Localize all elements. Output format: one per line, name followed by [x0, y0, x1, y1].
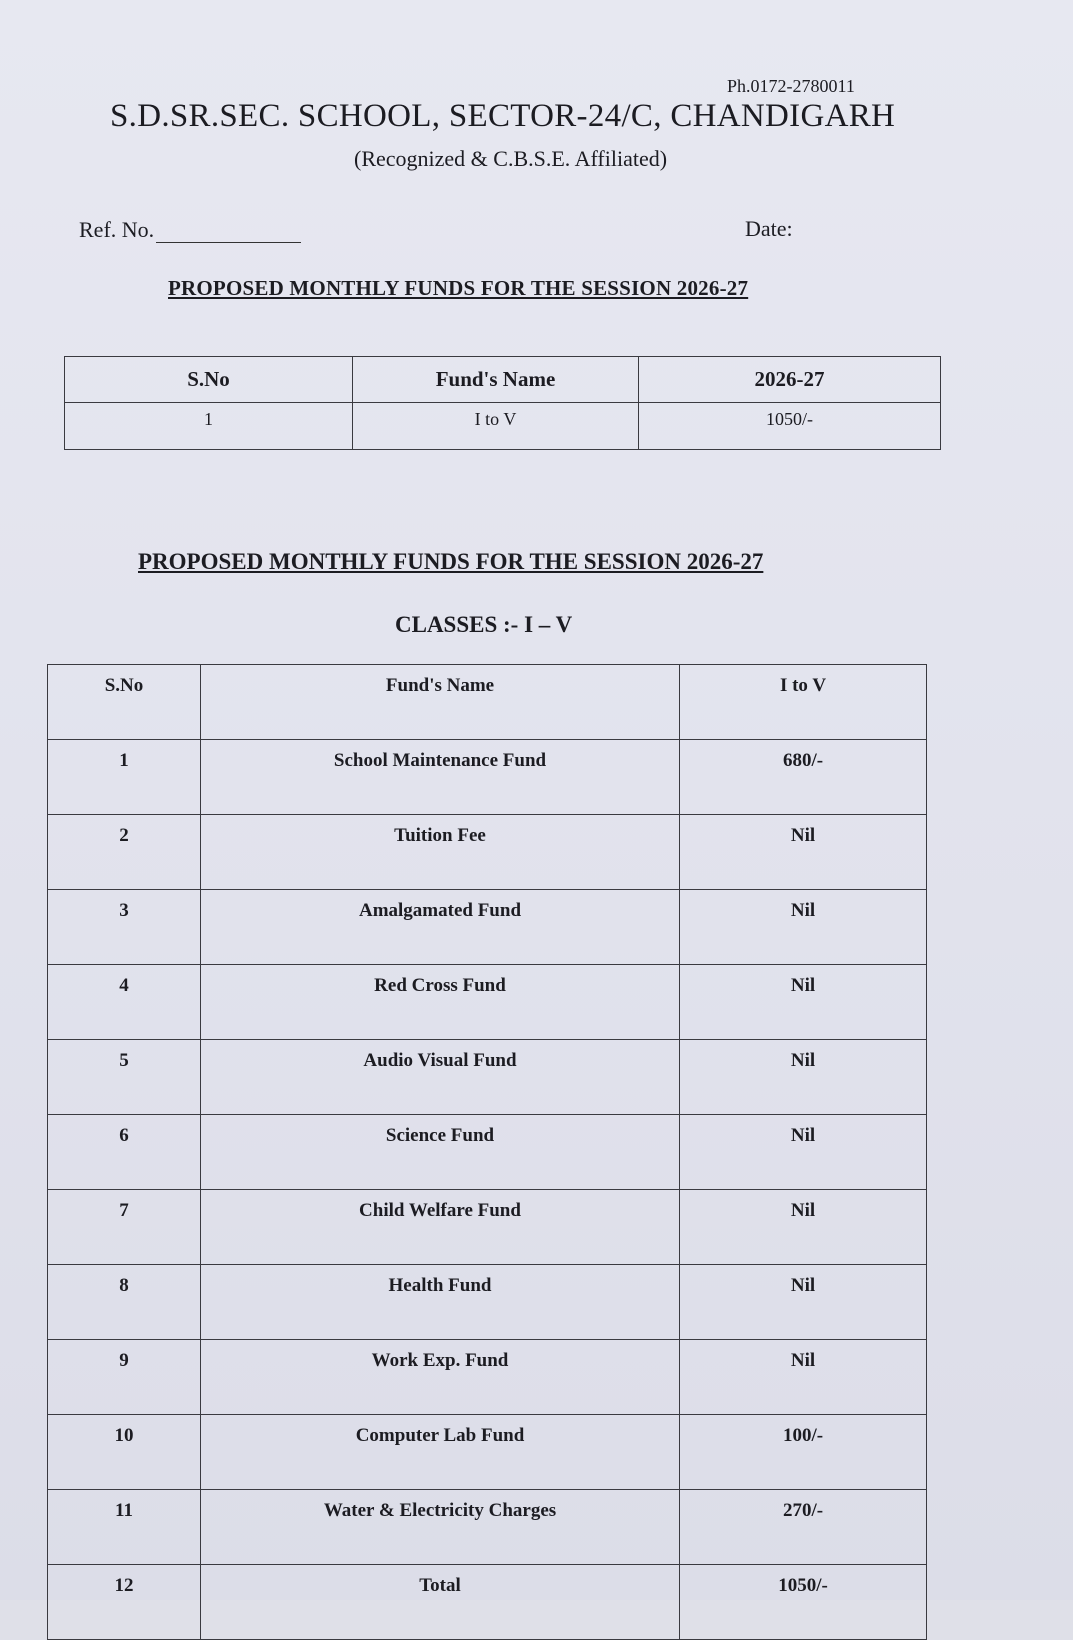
cell-value: 1050/-: [639, 403, 941, 450]
cell-value: Nil: [680, 1040, 927, 1115]
col-fund-name: Fund's Name: [201, 665, 680, 740]
table-row: [48, 965, 927, 1040]
cell-fund-name: I to V: [353, 403, 639, 450]
table-row: [48, 1340, 927, 1415]
cell-fund-name: Amalgamated Fund: [201, 890, 680, 965]
detail-table-body: [48, 740, 927, 1640]
cell-sno: 2: [48, 815, 201, 890]
col-session: 2026-27: [639, 357, 941, 403]
cell-sno: 7: [48, 1190, 201, 1265]
cell-fund-name: Water & Electricity Charges: [201, 1490, 680, 1565]
cell-fund-name: Audio Visual Fund: [201, 1040, 680, 1115]
cell-sno: 10: [48, 1415, 201, 1490]
table-row: [48, 1490, 927, 1565]
ref-blank-line: [156, 216, 301, 243]
table-row: [48, 1190, 927, 1265]
table-row: [65, 403, 941, 450]
table-row: [48, 890, 927, 965]
table-row: [48, 1040, 927, 1115]
table-header-row: [48, 665, 927, 740]
col-fund-name: Fund's Name: [353, 357, 639, 403]
cell-fund-name: Tuition Fee: [201, 815, 680, 890]
cell-sno: 3: [48, 890, 201, 965]
cell-fund-name: Work Exp. Fund: [201, 1340, 680, 1415]
cell-value: Nil: [680, 1340, 927, 1415]
cell-sno: 8: [48, 1265, 201, 1340]
cell-value: Nil: [680, 815, 927, 890]
cell-value: 1050/-: [680, 1565, 927, 1640]
cell-sno: 1: [48, 740, 201, 815]
cell-fund-name: Computer Lab Fund: [201, 1415, 680, 1490]
cell-value: Nil: [680, 1190, 927, 1265]
cell-value: 100/-: [680, 1415, 927, 1490]
cell-fund-name: Total: [201, 1565, 680, 1640]
date-label: Date:: [745, 216, 793, 241]
table-row: [48, 1565, 927, 1640]
cell-value: 680/-: [680, 740, 927, 815]
table-header-row: [65, 357, 941, 403]
col-sno: S.No: [65, 357, 353, 403]
cell-sno: 1: [65, 403, 353, 450]
cell-sno: 4: [48, 965, 201, 1040]
cell-fund-name: Health Fund: [201, 1265, 680, 1340]
summary-table: [64, 356, 941, 450]
detail-heading: PROPOSED MONTHLY FUNDS FOR THE SESSION 2026-27: [138, 549, 764, 574]
table-row: [48, 1265, 927, 1340]
cell-fund-name: Child Welfare Fund: [201, 1190, 680, 1265]
phone-number: Ph.0172-2780011: [727, 76, 855, 96]
cell-sno: 11: [48, 1490, 201, 1565]
summary-heading: PROPOSED MONTHLY FUNDS FOR THE SESSION 2026-27: [168, 276, 749, 300]
detail-table: [47, 664, 927, 1640]
cell-value: Nil: [680, 965, 927, 1040]
table-row: [48, 815, 927, 890]
school-name: S.D.SR.SEC. SCHOOL, SECTOR-24/C, CHANDIGARH: [110, 98, 896, 134]
cell-sno: 12: [48, 1565, 201, 1640]
classes-label: CLASSES :- I – V: [395, 612, 573, 637]
recognition-note: (Recognized & C.B.S.E. Affiliated): [354, 146, 668, 171]
col-classes: I to V: [680, 665, 927, 740]
table-row: [48, 740, 927, 815]
col-sno: S.No: [48, 665, 201, 740]
table-row: [48, 1115, 927, 1190]
cell-value: Nil: [680, 1265, 927, 1340]
cell-fund-name: Science Fund: [201, 1115, 680, 1190]
cell-fund-name: School Maintenance Fund: [201, 740, 680, 815]
cell-value: Nil: [680, 1115, 927, 1190]
cell-value: 270/-: [680, 1490, 927, 1565]
cell-sno: 6: [48, 1115, 201, 1190]
ref-no: [79, 216, 301, 243]
cell-fund-name: Red Cross Fund: [201, 965, 680, 1040]
cell-sno: 9: [48, 1340, 201, 1415]
cell-value: Nil: [680, 890, 927, 965]
ref-label: Ref. No.: [79, 217, 155, 242]
table-row: [48, 1415, 927, 1490]
cell-sno: 5: [48, 1040, 201, 1115]
